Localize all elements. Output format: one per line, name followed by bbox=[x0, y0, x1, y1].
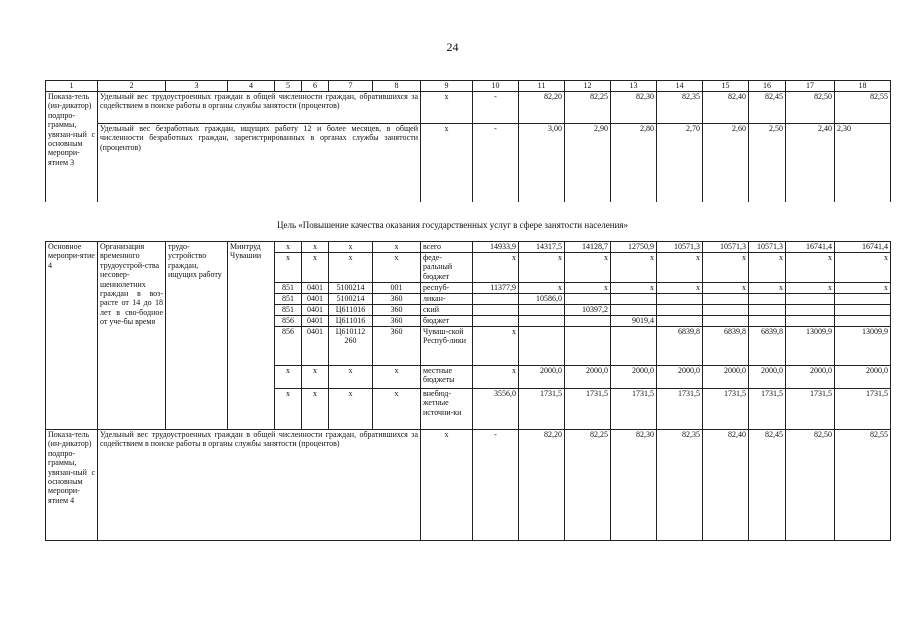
column-number: 10 bbox=[473, 81, 519, 92]
amount-cell: 16741,4 bbox=[835, 242, 891, 253]
cell: 2,80 bbox=[611, 124, 657, 203]
code-cell: 856 bbox=[275, 327, 302, 366]
cell: 2,70 bbox=[657, 124, 703, 203]
column-number: 2 bbox=[98, 81, 166, 92]
amount-cell bbox=[565, 327, 611, 366]
code-cell: x bbox=[275, 389, 302, 430]
amount-cell: x bbox=[657, 253, 703, 283]
code-cell: 0401 bbox=[302, 283, 329, 294]
amount-cell: x bbox=[786, 253, 835, 283]
amount-cell: 1731,5 bbox=[519, 389, 565, 430]
amount-cell bbox=[519, 305, 565, 316]
funding-source: внебюд-жетные источни-ки bbox=[421, 389, 473, 430]
column-number: 9 bbox=[421, 81, 473, 92]
measure-name: Основное меропри-ятие 4 bbox=[46, 242, 98, 430]
code-cell: Ц611016 bbox=[329, 305, 373, 316]
column-number: 15 bbox=[703, 81, 749, 92]
amount-cell bbox=[786, 316, 835, 327]
funding-source: респуб- bbox=[421, 283, 473, 294]
amount-cell: 16741,4 bbox=[786, 242, 835, 253]
funding-source: местные бюджеты bbox=[421, 366, 473, 389]
code-cell: 851 bbox=[275, 283, 302, 294]
amount-cell: 14128,7 bbox=[565, 242, 611, 253]
code-cell: x bbox=[302, 242, 329, 253]
cell: 82,40 bbox=[703, 92, 749, 124]
cell: 2,90 bbox=[565, 124, 611, 203]
amount-cell: 14933,9 bbox=[473, 242, 519, 253]
amount-cell: x bbox=[473, 327, 519, 366]
cell: 82,25 bbox=[565, 92, 611, 124]
amount-cell: 2000,0 bbox=[565, 366, 611, 389]
cell: x bbox=[421, 124, 473, 203]
amount-cell bbox=[657, 316, 703, 327]
amount-cell: x bbox=[611, 283, 657, 294]
amount-cell bbox=[473, 305, 519, 316]
amount-cell: x bbox=[786, 283, 835, 294]
amount-cell bbox=[749, 305, 786, 316]
code-cell: 856 bbox=[275, 316, 302, 327]
cell: - bbox=[473, 430, 519, 541]
code-cell: x bbox=[373, 253, 421, 283]
column-number: 4 bbox=[228, 81, 275, 92]
amount-cell bbox=[657, 305, 703, 316]
amount-cell: x bbox=[835, 253, 891, 283]
table-row bbox=[46, 430, 891, 541]
code-cell: Ц611016 bbox=[329, 316, 373, 327]
cell: 82,20 bbox=[519, 92, 565, 124]
cell: 82,30 bbox=[611, 92, 657, 124]
amount-cell: 2000,0 bbox=[611, 366, 657, 389]
amount-cell: 11377,9 bbox=[473, 283, 519, 294]
column-number: 6 bbox=[302, 81, 329, 92]
code-cell: x bbox=[275, 253, 302, 283]
amount-cell bbox=[749, 316, 786, 327]
column-number: 7 bbox=[329, 81, 373, 92]
code-cell: 5100214 bbox=[329, 283, 373, 294]
amount-cell: 1731,5 bbox=[657, 389, 703, 430]
amount-cell: 9019,4 bbox=[611, 316, 657, 327]
measures-table bbox=[45, 241, 891, 541]
amount-cell bbox=[703, 305, 749, 316]
code-cell: 851 bbox=[275, 294, 302, 305]
code-cell: x bbox=[373, 242, 421, 253]
amount-cell bbox=[835, 294, 891, 305]
column-number: 3 bbox=[166, 81, 228, 92]
cell: 82,25 bbox=[565, 430, 611, 541]
amount-cell: x bbox=[565, 253, 611, 283]
column-number: 12 bbox=[565, 81, 611, 92]
code-cell: 360 bbox=[373, 327, 421, 366]
amount-cell: x bbox=[749, 283, 786, 294]
code-cell: 001 bbox=[373, 283, 421, 294]
code-cell: 851 bbox=[275, 305, 302, 316]
row-label-indicator-3: Показа-тель (ин-дикатор) подпро-граммы, увязан-ный с основным меропри-ятием 3 bbox=[46, 92, 98, 203]
column-number: 5 bbox=[275, 81, 302, 92]
code-cell: x bbox=[329, 242, 373, 253]
code-cell: 0401 bbox=[302, 316, 329, 327]
column-number: 8 bbox=[373, 81, 421, 92]
indicator-text: Удельный вес трудоустроенных граждан в общей численности граждан, обратившихся за содействием в поиске работы в органы службы занятости (процентов) bbox=[98, 92, 421, 124]
measure-description: Организация временного трудоустрой-ства несовер-шеннолетних граждан в воз-расте от 14 до 18 лет в сво-бодное от уче-бы время bbox=[98, 242, 166, 430]
amount-cell: 10571,3 bbox=[657, 242, 703, 253]
amount-cell bbox=[565, 316, 611, 327]
amount-cell: x bbox=[749, 253, 786, 283]
code-cell: 0401 bbox=[302, 327, 329, 366]
amount-cell bbox=[703, 316, 749, 327]
cell: - bbox=[473, 92, 519, 124]
amount-cell: 2000,0 bbox=[519, 366, 565, 389]
cell: 82,35 bbox=[657, 92, 703, 124]
amount-cell: x bbox=[657, 283, 703, 294]
amount-cell bbox=[611, 294, 657, 305]
amount-cell: 6839,8 bbox=[703, 327, 749, 366]
amount-cell: 6839,8 bbox=[657, 327, 703, 366]
amount-cell: 10571,3 bbox=[703, 242, 749, 253]
amount-cell: 14317,5 bbox=[519, 242, 565, 253]
cell: 82,55 bbox=[835, 92, 891, 124]
amount-cell: 2000,0 bbox=[835, 366, 891, 389]
amount-cell bbox=[473, 294, 519, 305]
cell: 2,30 bbox=[835, 124, 891, 203]
cell: 82,50 bbox=[786, 430, 835, 541]
code-cell: x bbox=[302, 253, 329, 283]
amount-cell: 2000,0 bbox=[749, 366, 786, 389]
column-number-row bbox=[46, 81, 891, 92]
amount-cell: 2000,0 bbox=[657, 366, 703, 389]
cell: - bbox=[473, 124, 519, 203]
amount-cell: 1731,5 bbox=[703, 389, 749, 430]
cell: 82,20 bbox=[519, 430, 565, 541]
cell: 2,50 bbox=[749, 124, 786, 203]
amount-cell: 13009,9 bbox=[835, 327, 891, 366]
code-cell: x bbox=[373, 389, 421, 430]
code-cell: 360 bbox=[373, 316, 421, 327]
cell: 82,35 bbox=[657, 430, 703, 541]
amount-cell bbox=[703, 294, 749, 305]
code-cell: 0401 bbox=[302, 305, 329, 316]
column-number: 11 bbox=[519, 81, 565, 92]
table-row bbox=[46, 242, 891, 253]
cell: 82,55 bbox=[835, 430, 891, 541]
amount-cell bbox=[519, 316, 565, 327]
amount-cell bbox=[611, 305, 657, 316]
funding-source: бюджет bbox=[421, 316, 473, 327]
page-number: 24 bbox=[446, 40, 459, 54]
goal-heading: Цель «Повышение качества оказания государственных услуг в сфере занятости населения» bbox=[276, 220, 629, 230]
indicators-table-top bbox=[45, 80, 891, 202]
column-number: 16 bbox=[749, 81, 786, 92]
column-number: 13 bbox=[611, 81, 657, 92]
funding-source: всего bbox=[421, 242, 473, 253]
code-cell: 360 bbox=[373, 305, 421, 316]
amount-cell: x bbox=[611, 253, 657, 283]
code-cell: x bbox=[302, 389, 329, 430]
measure-result: трудо-устройство граждан, ищущих работу bbox=[166, 242, 228, 430]
cell: x bbox=[421, 92, 473, 124]
column-number: 14 bbox=[657, 81, 703, 92]
table-row bbox=[46, 124, 891, 203]
code-cell: 5100214 bbox=[329, 294, 373, 305]
amount-cell: 1731,5 bbox=[749, 389, 786, 430]
code-cell: x bbox=[275, 242, 302, 253]
amount-cell: x bbox=[565, 283, 611, 294]
amount-cell: x bbox=[703, 253, 749, 283]
code-cell: x bbox=[302, 366, 329, 389]
amount-cell: 12750,9 bbox=[611, 242, 657, 253]
code-cell: 360 bbox=[373, 294, 421, 305]
amount-cell bbox=[519, 327, 565, 366]
cell: x bbox=[421, 430, 473, 541]
amount-cell bbox=[473, 316, 519, 327]
amount-cell: x bbox=[835, 283, 891, 294]
amount-cell bbox=[565, 294, 611, 305]
funding-source: ликан- bbox=[421, 294, 473, 305]
cell: 3,00 bbox=[519, 124, 565, 203]
amount-cell: 10571,3 bbox=[749, 242, 786, 253]
amount-cell: x bbox=[473, 253, 519, 283]
funding-source: ский bbox=[421, 305, 473, 316]
amount-cell: x bbox=[519, 283, 565, 294]
amount-cell bbox=[786, 294, 835, 305]
code-cell: x bbox=[329, 389, 373, 430]
code-cell: x bbox=[373, 366, 421, 389]
column-number: 17 bbox=[786, 81, 835, 92]
code-cell: x bbox=[329, 253, 373, 283]
indicator-text: Удельный вес трудоустроенных граждан в общей численности граждан, обратившихся за содействием в поиске работы в органы службы занятости (процентов) bbox=[98, 430, 421, 541]
amount-cell: 1731,5 bbox=[786, 389, 835, 430]
amount-cell bbox=[835, 305, 891, 316]
row-label-indicator-4: Показа-тель (ин-дикатор) подпро-граммы, увязан-ный с основным меропри-ятием 4 bbox=[46, 430, 98, 541]
code-cell: x bbox=[329, 366, 373, 389]
code-cell: Ц610112 260 bbox=[329, 327, 373, 366]
cell: 2,60 bbox=[703, 124, 749, 203]
amount-cell: 10397,2 bbox=[565, 305, 611, 316]
amount-cell: 1731,5 bbox=[611, 389, 657, 430]
funding-source: Чуваш-ской Респуб-лики bbox=[421, 327, 473, 366]
amount-cell: 6839,8 bbox=[749, 327, 786, 366]
cell: 82,40 bbox=[703, 430, 749, 541]
responsible-executor: Минтруд Чувашии bbox=[228, 242, 275, 430]
amount-cell: 3556,0 bbox=[473, 389, 519, 430]
cell: 82,45 bbox=[749, 430, 786, 541]
amount-cell: 2000,0 bbox=[703, 366, 749, 389]
amount-cell: 1731,5 bbox=[835, 389, 891, 430]
amount-cell bbox=[835, 316, 891, 327]
code-cell: x bbox=[275, 366, 302, 389]
cell: 82,45 bbox=[749, 92, 786, 124]
amount-cell: x bbox=[473, 366, 519, 389]
table-row bbox=[46, 92, 891, 124]
amount-cell bbox=[749, 294, 786, 305]
amount-cell bbox=[657, 294, 703, 305]
amount-cell: 10586,0 bbox=[519, 294, 565, 305]
amount-cell bbox=[611, 327, 657, 366]
amount-cell: x bbox=[703, 283, 749, 294]
amount-cell bbox=[786, 305, 835, 316]
amount-cell: 2000,0 bbox=[786, 366, 835, 389]
amount-cell: x bbox=[519, 253, 565, 283]
funding-source: феде-ральный бюджет bbox=[421, 253, 473, 283]
amount-cell: 1731,5 bbox=[565, 389, 611, 430]
column-number: 18 bbox=[835, 81, 891, 92]
code-cell: 0401 bbox=[302, 294, 329, 305]
amount-cell: 13009,9 bbox=[786, 327, 835, 366]
cell: 2,40 bbox=[786, 124, 835, 203]
cell: 82,30 bbox=[611, 430, 657, 541]
indicator-text: Удельный вес безработных граждан, ищущих работу 12 и более месяцев, в общей численности безработных граждан, зарегистрированных в органах службы занятости (процентов) bbox=[98, 124, 421, 203]
column-number: 1 bbox=[46, 81, 98, 92]
cell: 82,50 bbox=[786, 92, 835, 124]
